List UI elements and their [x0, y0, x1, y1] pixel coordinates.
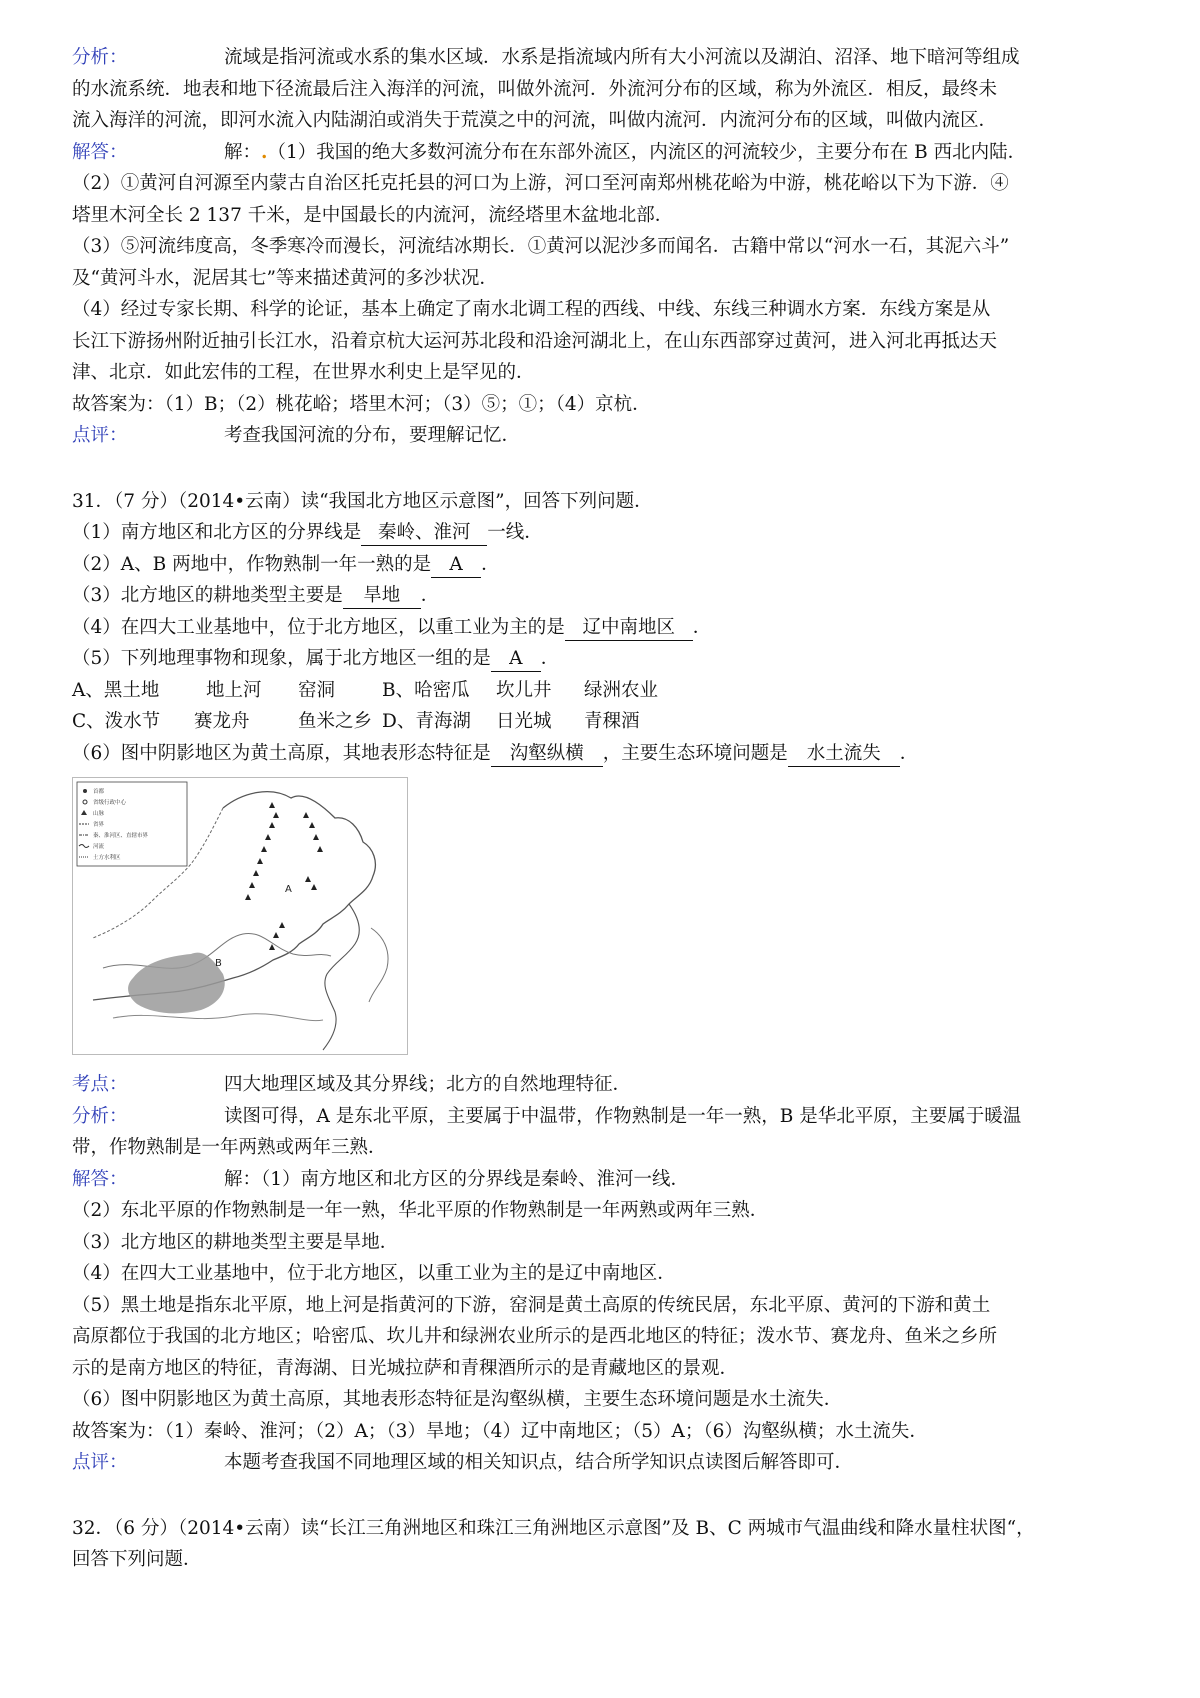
answer-blank: A [491, 647, 541, 672]
answer-blank: 辽中南地区 [565, 616, 693, 641]
text-line: 塔里木河全长 2 137 千米，是中国最长的内流河，流经塔里木盆地北部． [72, 204, 674, 226]
option-row [72, 675, 1132, 707]
legend-item: 山脉 [93, 811, 105, 817]
legend-item: 土方水利区 [93, 855, 121, 861]
coastline [323, 904, 359, 1050]
q-part: ． [420, 585, 440, 606]
text-line: 津、北京．如此宏伟的工程，在世界水利史上是罕见的． [72, 362, 535, 383]
text-line: 解：（1）南方地区和北方区的分界线是秦岭、淮河一线． [224, 1168, 690, 1190]
text-line: 故答案为：（1）B；（2）桃花峪；塔里木河；（3）⑤；①；（4）京杭． [72, 393, 651, 415]
text-line: 高原都位于我国的北方地区；哈密瓜、坎儿井和绿洲农业所示的是西北地区的特征；泼水节、赛龙舟、鱼米之乡所 [72, 1326, 998, 1347]
label-answer: 解答： [72, 141, 128, 163]
text-line: （2）①黄河自河源至内蒙古自治区托克托县的河口为上游，河口至河南郑州桃花峪为中游，桃花峪以下为下游．④ [72, 173, 1009, 194]
capital-symbol-icon [83, 789, 87, 793]
option-item: 绿洲农业 [584, 679, 659, 701]
option-item: 鱼米之乡 [298, 711, 373, 732]
map-label-b: B [215, 958, 222, 969]
q-part: ． [481, 553, 500, 575]
text-line: 读图可得，A 是东北平原，主要属于中温带，作物熟制是一年一熟，B 是华北平原，主要属于暖温 [224, 1105, 1022, 1127]
q30-analysis [72, 42, 1132, 137]
text-line: （5）黑土地是指东北平原，地上河是指黄河的下游，窑洞是黄土高原的传统民居，东北平原、黄河的下游和黄土 [72, 1294, 991, 1316]
question-title: 32．（6 分）（2014•云南）读“长江三角洲地区和珠江三角洲地区示意图”及 B、C 两城市气温曲线和降水量柱状图“， [72, 1517, 1035, 1539]
label-answer: 解答： [72, 1168, 128, 1190]
north-china-map [72, 777, 408, 1055]
map-label-a: A [285, 884, 292, 895]
legend-item: 秦、淮河区、直辖市界 [93, 833, 149, 839]
answer-blank: 旱地 [343, 584, 421, 609]
text-line: 流域是指河流或水系的集水区域．水系是指流域内所有大小河流以及湖泊、沼泽、地下暗河等组成 [224, 47, 1020, 68]
option-item: D、青海湖 [382, 711, 471, 732]
q-part: （4）在四大工业基地中，位于北方地区，以重工业为主的是 [72, 616, 565, 638]
answer-blank: 秦岭、淮河 [361, 521, 487, 546]
text-line: （3）⑤河流纬度高，冬季寒冷而漫长，河流结冰期长．①黄河以泥沙多而闻名．古籍中常以“河水一石，其泥六斗” [72, 236, 1010, 257]
mountain-range [245, 802, 323, 950]
text-line: 流入海洋的河流，即河水流入内陆湖泊或消失于荒漠之中的河流，叫做内流河．内流河分布的区域，叫做内流区． [72, 110, 998, 131]
document-page [72, 42, 1132, 1576]
comment-text: 考查我国河流的分布，要理解记忆． [224, 425, 521, 446]
label-analysis: 分析： [72, 1105, 128, 1127]
answer-blank: 沟壑纵横 [491, 742, 603, 767]
map-svg [73, 778, 407, 1054]
text-line: 带，作物熟制是一年两熟或两年三熟． [72, 1137, 387, 1158]
kaodian-text: 四大地理区域及其分界线；北方的自然地理特征． [224, 1074, 632, 1095]
orange-dot: . [261, 141, 268, 163]
q-part: （3）北方地区的耕地类型主要是 [72, 585, 343, 606]
q-part: （6）图中阴影地区为黄土高原，其地表形态特征是 [72, 742, 491, 764]
label-analysis: 分析： [72, 47, 128, 68]
label-kaodian: 考点： [72, 1074, 128, 1095]
text-line: 故答案为：（1）秦岭、淮河；（2）A；（3）旱地；（4）辽中南地区；（5）A；（6）沟壑纵横；水土流失． [72, 1420, 928, 1442]
q-part: ，主要生态环境问题是 [602, 742, 788, 764]
loess-plateau-shading [128, 953, 225, 1014]
q-part: （2）A、B 两地中，作物熟制一年一熟的是 [72, 553, 432, 575]
text-line: 示的是南方地区的特征，青海湖、日光城拉萨和青稞酒所示的是青藏地区的景观． [72, 1357, 739, 1379]
legend-item: 首都 [93, 789, 105, 795]
question-title-cont: 回答下列问题． [72, 1549, 202, 1570]
text-line: 及“黄河斗水，泥居其七”等来描述黄河的多沙状况． [72, 267, 498, 289]
text-line: （1）我国的绝大多数河流分布在东部外流区，内流区的河流较少，主要分布在 B 西北内陆． [267, 141, 1027, 163]
q-part: ． [692, 616, 712, 638]
option-item: A、黑土地 [72, 679, 160, 701]
answer-blank: 水土流失 [788, 742, 900, 767]
q-part: 一线． [487, 522, 543, 543]
option-item: B、哈密瓜 [382, 679, 470, 701]
legend-item: 省界 [93, 822, 105, 828]
option-item: 坎儿井 [496, 679, 552, 701]
spacer [72, 452, 1132, 486]
answer-prefix: 解： [224, 141, 262, 163]
legend-item: 省级行政中心 [93, 800, 127, 806]
text-line: （4）经过专家长期、科学的论证，基本上确定了南水北调工程的西线、中线、东线三种调水方案．东线方案是从 [72, 299, 991, 320]
option-item: 地上河 [206, 679, 262, 701]
label-comment: 点评： [72, 1452, 128, 1473]
peninsula-outline [369, 928, 388, 1002]
option-item: C、泼水节 [72, 711, 161, 732]
q-part: ． [899, 742, 919, 764]
option-item: 窑洞 [298, 679, 336, 701]
q-part: ． [540, 648, 560, 669]
q-part: （5）下列地理事物和现象，属于北方地区一组的是 [72, 648, 491, 669]
answer-blank: A [431, 553, 481, 578]
question-title: 31．（7 分）（2014•云南）读“我国北方地区示意图”，回答下列问题． [72, 490, 653, 512]
option-item: 日光城 [496, 711, 552, 732]
option-item: 赛龙舟 [194, 711, 250, 732]
text-line: （2）东北平原的作物熟制是一年一熟，华北平原的作物熟制是一年两熟或两年三熟． [72, 1200, 769, 1221]
text-line: （6）图中阴影地区为黄土高原，其地表形态特征是沟壑纵横，主要生态环境问题是水土流失． [72, 1389, 843, 1410]
label-comment: 点评： [72, 425, 128, 446]
option-row [72, 706, 1132, 738]
q30-answer [72, 137, 1132, 421]
option-item: 青稞酒 [584, 711, 640, 732]
river [113, 1014, 323, 1021]
spacer [72, 1479, 1132, 1513]
legend-item: 河流 [93, 844, 105, 850]
text-line: 的水流系统．地表和地下径流最后注入海洋的河流，叫做外流河．外流河分布的区域，称为外流区．相反，最终未 [72, 78, 998, 100]
q-part: （1）南方地区和北方区的分界线是 [72, 522, 362, 543]
text-line: 长江下游扬州附近抽引长江水，沿着京杭大运河苏北段和沿途河湖北上，在山东西部穿过黄河，进入河北再抵达天 [72, 330, 998, 352]
comment-text: 本题考查我国不同地理区域的相关知识点，结合所学知识点读图后解答即可． [224, 1452, 854, 1473]
text-line: （3）北方地区的耕地类型主要是旱地． [72, 1231, 399, 1253]
text-line: （4）在四大工业基地中，位于北方地区，以重工业为主的是辽中南地区． [72, 1263, 676, 1284]
